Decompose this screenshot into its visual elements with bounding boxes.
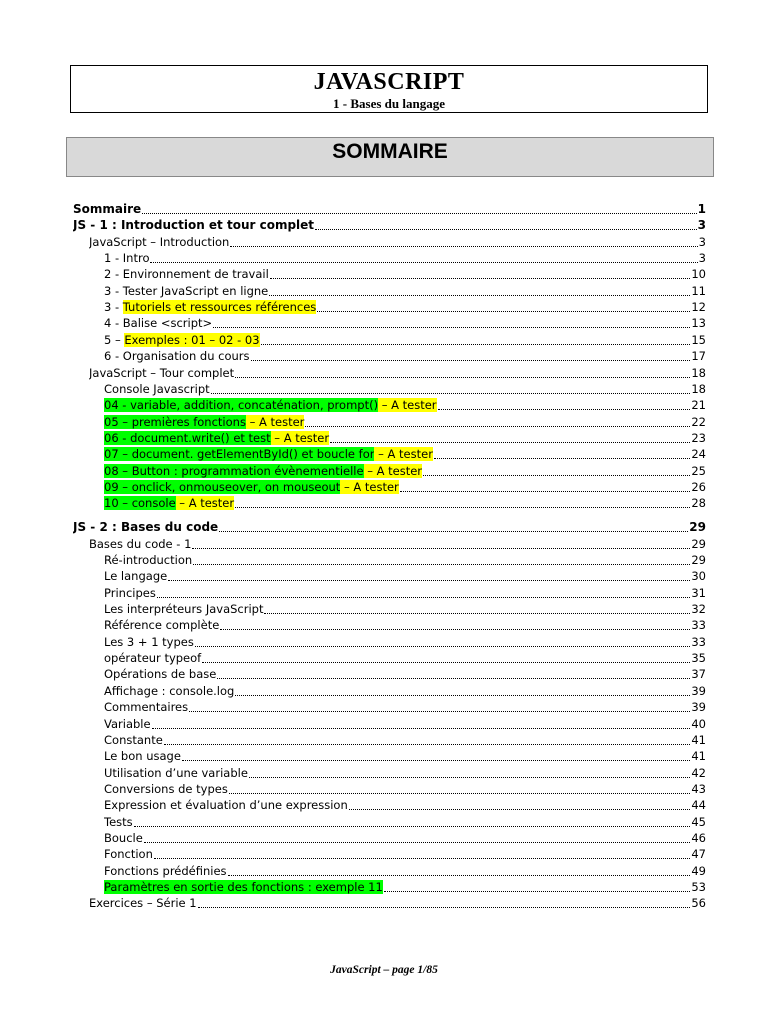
toc-page-number: 33 bbox=[691, 634, 706, 649]
toc-entry-title bbox=[104, 684, 234, 698]
toc-page-number: 15 bbox=[691, 332, 706, 347]
toc-page-number: 29 bbox=[691, 536, 706, 551]
toc-leader-dots bbox=[235, 684, 690, 696]
toc-page-number: 1 bbox=[697, 202, 706, 216]
toc-text-segment: 4 - Balise <script> bbox=[104, 316, 213, 331]
toc-entry[interactable] bbox=[104, 249, 706, 265]
toc-highlighted-text: – A tester bbox=[363, 463, 423, 478]
toc-page-number: 40 bbox=[691, 716, 706, 731]
toc-page-number: 22 bbox=[691, 414, 706, 429]
toc-highlighted-text: – A tester bbox=[378, 398, 437, 413]
toc-leader-dots bbox=[195, 635, 691, 647]
toc-entry-title bbox=[104, 586, 156, 600]
toc-entry[interactable] bbox=[104, 682, 706, 698]
toc-entry-title bbox=[104, 766, 248, 780]
toc-entry-title bbox=[73, 218, 314, 232]
toc-entry-title bbox=[104, 602, 263, 616]
toc-page-number: 30 bbox=[691, 569, 706, 584]
toc-entry[interactable] bbox=[104, 845, 706, 861]
document-subtitle: 1 - Bases du langage bbox=[333, 96, 445, 111]
toc-leader-dots bbox=[144, 831, 691, 843]
toc-entry[interactable] bbox=[73, 518, 706, 534]
toc-text-segment: Le bon usage bbox=[104, 749, 181, 764]
toc-entry[interactable] bbox=[104, 282, 706, 298]
toc-highlighted-text: 10 – console bbox=[104, 496, 176, 511]
toc-entry-title bbox=[104, 349, 250, 363]
toc-leader-dots bbox=[251, 349, 691, 361]
toc-entry[interactable] bbox=[104, 862, 706, 878]
toc-leader-dots bbox=[182, 749, 690, 761]
toc-entry[interactable] bbox=[104, 494, 706, 510]
toc-page-number: 31 bbox=[691, 585, 706, 600]
toc-leader-dots bbox=[305, 415, 690, 427]
toc-entry[interactable] bbox=[104, 796, 706, 812]
toc-highlighted-text: – A tester bbox=[245, 414, 305, 429]
toc-leader-dots bbox=[220, 618, 690, 630]
toc-text-segment: Constante bbox=[104, 732, 163, 747]
toc-page-number: 37 bbox=[691, 667, 706, 682]
toc-leader-dots bbox=[384, 880, 691, 892]
toc-entry[interactable] bbox=[104, 633, 706, 649]
toc-highlighted-text: 08 – Button : programmation évènementielle bbox=[104, 463, 364, 478]
toc-leader-dots bbox=[434, 447, 690, 459]
toc-entry[interactable] bbox=[104, 731, 706, 747]
toc-text-segment: opérateur typeof bbox=[104, 651, 202, 666]
page-footer: JavaScript – page 1/85 bbox=[330, 964, 438, 976]
toc-leader-dots bbox=[315, 218, 697, 230]
toc-page-number: 41 bbox=[691, 732, 706, 747]
toc-text-segment: 5 – bbox=[104, 332, 125, 347]
toc-highlighted-text: 05 – premières fonctions bbox=[104, 414, 246, 429]
toc-text-segment: Les interpréteurs JavaScript bbox=[104, 602, 264, 617]
toc-entry-title bbox=[104, 569, 167, 583]
toc-text-segment: Ré-introduction bbox=[104, 553, 193, 567]
toc-entry-title bbox=[104, 480, 399, 494]
toc-highlighted-text: 09 – onclick, onmouseover, on mouseout bbox=[104, 479, 341, 494]
toc-entry-title bbox=[104, 864, 227, 878]
toc-leader-dots bbox=[150, 251, 697, 263]
toc-entry-title bbox=[73, 202, 141, 216]
toc-leader-dots bbox=[270, 267, 691, 279]
toc-entry-title bbox=[104, 782, 228, 796]
toc-page-number: 53 bbox=[691, 880, 706, 894]
toc-entry-title bbox=[104, 300, 316, 314]
toc-highlighted-text: – A tester bbox=[374, 447, 433, 462]
toc-entry-title bbox=[104, 749, 181, 763]
toc-entry-title bbox=[104, 831, 143, 845]
toc-highlighted-text: – A tester bbox=[175, 496, 235, 511]
toc-leader-dots bbox=[423, 464, 690, 476]
toc-leader-dots bbox=[317, 300, 690, 312]
toc-page-number: 49 bbox=[691, 863, 706, 878]
toc-page-number: 39 bbox=[691, 683, 706, 698]
toc-page-number: 47 bbox=[691, 847, 706, 862]
toc-entry[interactable] bbox=[104, 445, 706, 461]
toc-page-number: 43 bbox=[691, 781, 706, 796]
toc-page-number: 29 bbox=[689, 520, 706, 535]
toc-text-segment: Bases du code - 1 bbox=[89, 536, 192, 551]
toc-entry-title bbox=[104, 431, 329, 445]
toc-text-segment: Opérations de base bbox=[104, 667, 217, 682]
toc-entry-title bbox=[104, 398, 437, 412]
toc-entry[interactable] bbox=[89, 364, 706, 380]
toc-entry[interactable] bbox=[104, 780, 706, 796]
toc-entry[interactable] bbox=[89, 894, 706, 910]
toc-entry[interactable] bbox=[104, 413, 706, 429]
toc-entry-title bbox=[104, 667, 216, 681]
toc-page-number: 13 bbox=[691, 316, 706, 331]
toc-page-number: 33 bbox=[691, 618, 706, 633]
toc-leader-dots bbox=[400, 480, 691, 492]
toc-highlighted-text: 07 – document. getElementById() et boucle for bbox=[104, 447, 375, 462]
toc-entry-title bbox=[104, 496, 234, 510]
toc-leader-dots bbox=[134, 815, 691, 827]
toc-page-number: 44 bbox=[691, 798, 706, 813]
toc-entry-title bbox=[104, 267, 269, 281]
toc-leader-dots bbox=[198, 896, 691, 908]
toc-entry[interactable] bbox=[104, 878, 706, 894]
toc-entry-title bbox=[89, 896, 197, 910]
toc-highlighted-text: Paramètres en sortie des fonctions : exemple 11 bbox=[104, 880, 383, 894]
toc-text-segment: JavaScript – Introduction bbox=[89, 234, 230, 249]
toc-highlighted-text: 06 - document.write() et test bbox=[104, 430, 271, 445]
toc-text-segment: Utilisation d’une variable bbox=[104, 765, 248, 780]
toc-entry[interactable] bbox=[104, 331, 706, 347]
toc-page-number: 18 bbox=[691, 381, 706, 396]
toc-entry-title bbox=[104, 717, 151, 731]
toc-entry[interactable] bbox=[104, 747, 706, 763]
toc-entry[interactable] bbox=[104, 665, 706, 681]
toc-entry-title bbox=[104, 553, 192, 567]
toc-entry-title bbox=[104, 880, 383, 894]
toc-entry-title bbox=[104, 700, 188, 714]
toc-page-number: 11 bbox=[691, 283, 706, 298]
toc-leader-dots bbox=[349, 798, 691, 810]
toc-entry-title bbox=[104, 815, 133, 829]
toc-entry[interactable] bbox=[104, 764, 706, 780]
toc-text-segment: Fonctions prédéfinies bbox=[104, 863, 227, 878]
toc-entry-title bbox=[104, 447, 433, 461]
toc-entry-title bbox=[104, 415, 304, 429]
toc-leader-dots bbox=[217, 667, 690, 679]
toc-leader-dots bbox=[261, 333, 691, 345]
toc-leader-dots bbox=[330, 431, 690, 443]
toc-leader-dots bbox=[142, 202, 696, 214]
toc-highlighted-text: Exemples : 01 – 02 - 03 bbox=[124, 332, 260, 347]
toc-page-number: 17 bbox=[691, 349, 706, 364]
toc-entry-title bbox=[89, 537, 191, 551]
toc-text-segment: JavaScript – Tour complet bbox=[89, 365, 235, 380]
toc-page-number: 28 bbox=[691, 496, 706, 511]
toc-highlighted-text: – A tester bbox=[340, 479, 399, 494]
toc-leader-dots bbox=[438, 398, 691, 410]
toc-text-segment: JS - 2 : Bases du code bbox=[73, 520, 219, 535]
toc-entry-title bbox=[73, 520, 218, 534]
toc-entry-title bbox=[104, 333, 260, 347]
toc-page-number: 35 bbox=[691, 651, 706, 666]
toc-leader-dots bbox=[269, 284, 690, 296]
toc-entry[interactable] bbox=[104, 600, 706, 616]
toc-page-number: 39 bbox=[691, 700, 706, 715]
toc-page-number: 46 bbox=[691, 830, 706, 845]
toc-page-number: 23 bbox=[691, 430, 706, 445]
toc-entry[interactable] bbox=[104, 429, 706, 445]
toc-text-segment: Commentaires bbox=[104, 700, 189, 715]
toc-entry-title bbox=[104, 733, 163, 747]
toc-entry[interactable] bbox=[104, 698, 706, 714]
toc-page-number: 21 bbox=[691, 398, 706, 413]
toc-entry-title bbox=[104, 464, 422, 478]
toc-leader-dots bbox=[228, 864, 691, 876]
toc-entry[interactable] bbox=[104, 478, 706, 494]
toc-text-segment: Tests bbox=[104, 814, 133, 829]
toc-leader-dots bbox=[202, 651, 690, 663]
toc-text-segment: Boucle bbox=[104, 830, 143, 845]
toc-text-segment: JS - 1 : Introduction et tour complet bbox=[73, 218, 315, 233]
toc-leader-dots bbox=[189, 700, 690, 712]
toc-text-segment: Sommaire bbox=[73, 202, 142, 216]
toc-page-number: 10 bbox=[691, 267, 706, 282]
toc-page-number: 18 bbox=[691, 365, 706, 380]
toc-entry[interactable] bbox=[73, 200, 706, 216]
toc-entry-title bbox=[104, 316, 212, 330]
toc-text-segment: Console Javascript bbox=[104, 381, 210, 396]
toc-text-segment: Référence complète bbox=[104, 618, 220, 633]
toc-page-number: 32 bbox=[691, 602, 706, 617]
toc-text-segment: Exercices – Série 1 bbox=[89, 896, 197, 911]
toc-leader-dots bbox=[235, 366, 690, 378]
toc-highlighted-text: – A tester bbox=[270, 430, 330, 445]
toc-text-segment: 3 - Tester JavaScript en ligne bbox=[104, 283, 269, 298]
toc-text-segment: 2 - Environnement de travail bbox=[104, 267, 269, 282]
toc-page-number: 3 bbox=[697, 218, 706, 233]
toc-page-number: 29 bbox=[691, 553, 706, 567]
toc-entry-title bbox=[104, 382, 210, 396]
toc-highlighted-text: Tutoriels et ressources références bbox=[122, 300, 317, 315]
toc-entry[interactable] bbox=[104, 829, 706, 845]
toc-entry-title bbox=[89, 235, 229, 249]
toc-entry-title bbox=[104, 798, 348, 812]
toc-entry-title bbox=[104, 284, 268, 298]
toc-entry[interactable] bbox=[104, 347, 706, 363]
toc-highlighted-text: 04 - variable, addition, concaténation, prompt() bbox=[104, 398, 379, 413]
toc-entry-title bbox=[104, 618, 219, 632]
toc-page-number: 56 bbox=[691, 896, 706, 911]
toc-entry[interactable] bbox=[89, 535, 706, 551]
toc-text-segment: 6 - Organisation du cours bbox=[104, 349, 250, 364]
toc-entry[interactable] bbox=[104, 649, 706, 665]
toc-leader-dots bbox=[211, 382, 691, 394]
toc-entry[interactable] bbox=[104, 462, 706, 478]
toc-leader-dots bbox=[152, 717, 691, 729]
toc-leader-dots bbox=[154, 847, 690, 859]
toc-entry[interactable] bbox=[104, 715, 706, 731]
toc-entry[interactable] bbox=[104, 396, 706, 412]
sommaire-heading: SOMMAIRE bbox=[66, 137, 714, 177]
toc-entry[interactable] bbox=[104, 380, 706, 396]
toc-leader-dots bbox=[193, 553, 690, 565]
toc-leader-dots bbox=[264, 602, 690, 614]
toc-entry-title bbox=[104, 635, 194, 649]
toc-leader-dots bbox=[164, 733, 691, 745]
toc-page-number: 45 bbox=[691, 814, 706, 829]
toc-entry[interactable] bbox=[104, 298, 706, 314]
toc-entry[interactable] bbox=[104, 567, 706, 583]
toc-text-segment: Les 3 + 1 types bbox=[104, 634, 194, 649]
toc-text-segment: 3 - bbox=[104, 300, 123, 315]
toc-page-number: 26 bbox=[691, 479, 706, 494]
toc-entry[interactable] bbox=[104, 584, 706, 600]
toc-leader-dots bbox=[249, 766, 690, 778]
toc-entry[interactable] bbox=[104, 813, 706, 829]
toc-entry[interactable] bbox=[104, 314, 706, 330]
toc-entry-title bbox=[104, 847, 153, 861]
toc-page-number: 25 bbox=[691, 463, 706, 478]
toc-text-segment: 1 - Intro bbox=[104, 251, 150, 266]
toc-page-number: 3 bbox=[698, 234, 706, 249]
toc-leader-dots bbox=[157, 586, 691, 598]
toc-leader-dots bbox=[213, 316, 690, 328]
toc-text-segment: Variable bbox=[104, 716, 151, 731]
toc-entry-title bbox=[104, 651, 201, 665]
toc-text-segment: Fonction bbox=[104, 847, 153, 862]
toc-page-number: 12 bbox=[691, 300, 706, 315]
toc-leader-dots bbox=[168, 569, 690, 581]
toc-entry-title bbox=[104, 251, 149, 265]
toc-page-number: 24 bbox=[691, 447, 706, 462]
toc-entry[interactable] bbox=[73, 216, 706, 232]
toc-entry[interactable] bbox=[104, 616, 706, 632]
toc-page-number: 3 bbox=[698, 251, 706, 266]
toc-entry-title bbox=[89, 366, 234, 380]
toc-leader-dots bbox=[192, 537, 690, 549]
toc-leader-dots bbox=[230, 235, 697, 247]
toc-page-number: 41 bbox=[691, 749, 706, 764]
toc-text-segment: Expression et évaluation d’une expression bbox=[104, 798, 348, 813]
toc-leader-dots bbox=[219, 520, 688, 532]
toc-text-segment: Le langage bbox=[104, 569, 168, 584]
toc-leader-dots bbox=[235, 496, 690, 508]
toc-entry[interactable] bbox=[104, 265, 706, 281]
toc-text-segment: Affichage : console.log bbox=[104, 683, 235, 698]
toc-leader-dots bbox=[229, 782, 691, 794]
toc-text-segment: Principes bbox=[104, 585, 156, 600]
toc-entry[interactable] bbox=[89, 233, 706, 249]
toc-page-number: 42 bbox=[691, 765, 706, 780]
document-title: JAVASCRIPT bbox=[313, 69, 465, 95]
toc-entry[interactable] bbox=[104, 551, 706, 567]
toc-text-segment: Conversions de types bbox=[104, 781, 228, 796]
